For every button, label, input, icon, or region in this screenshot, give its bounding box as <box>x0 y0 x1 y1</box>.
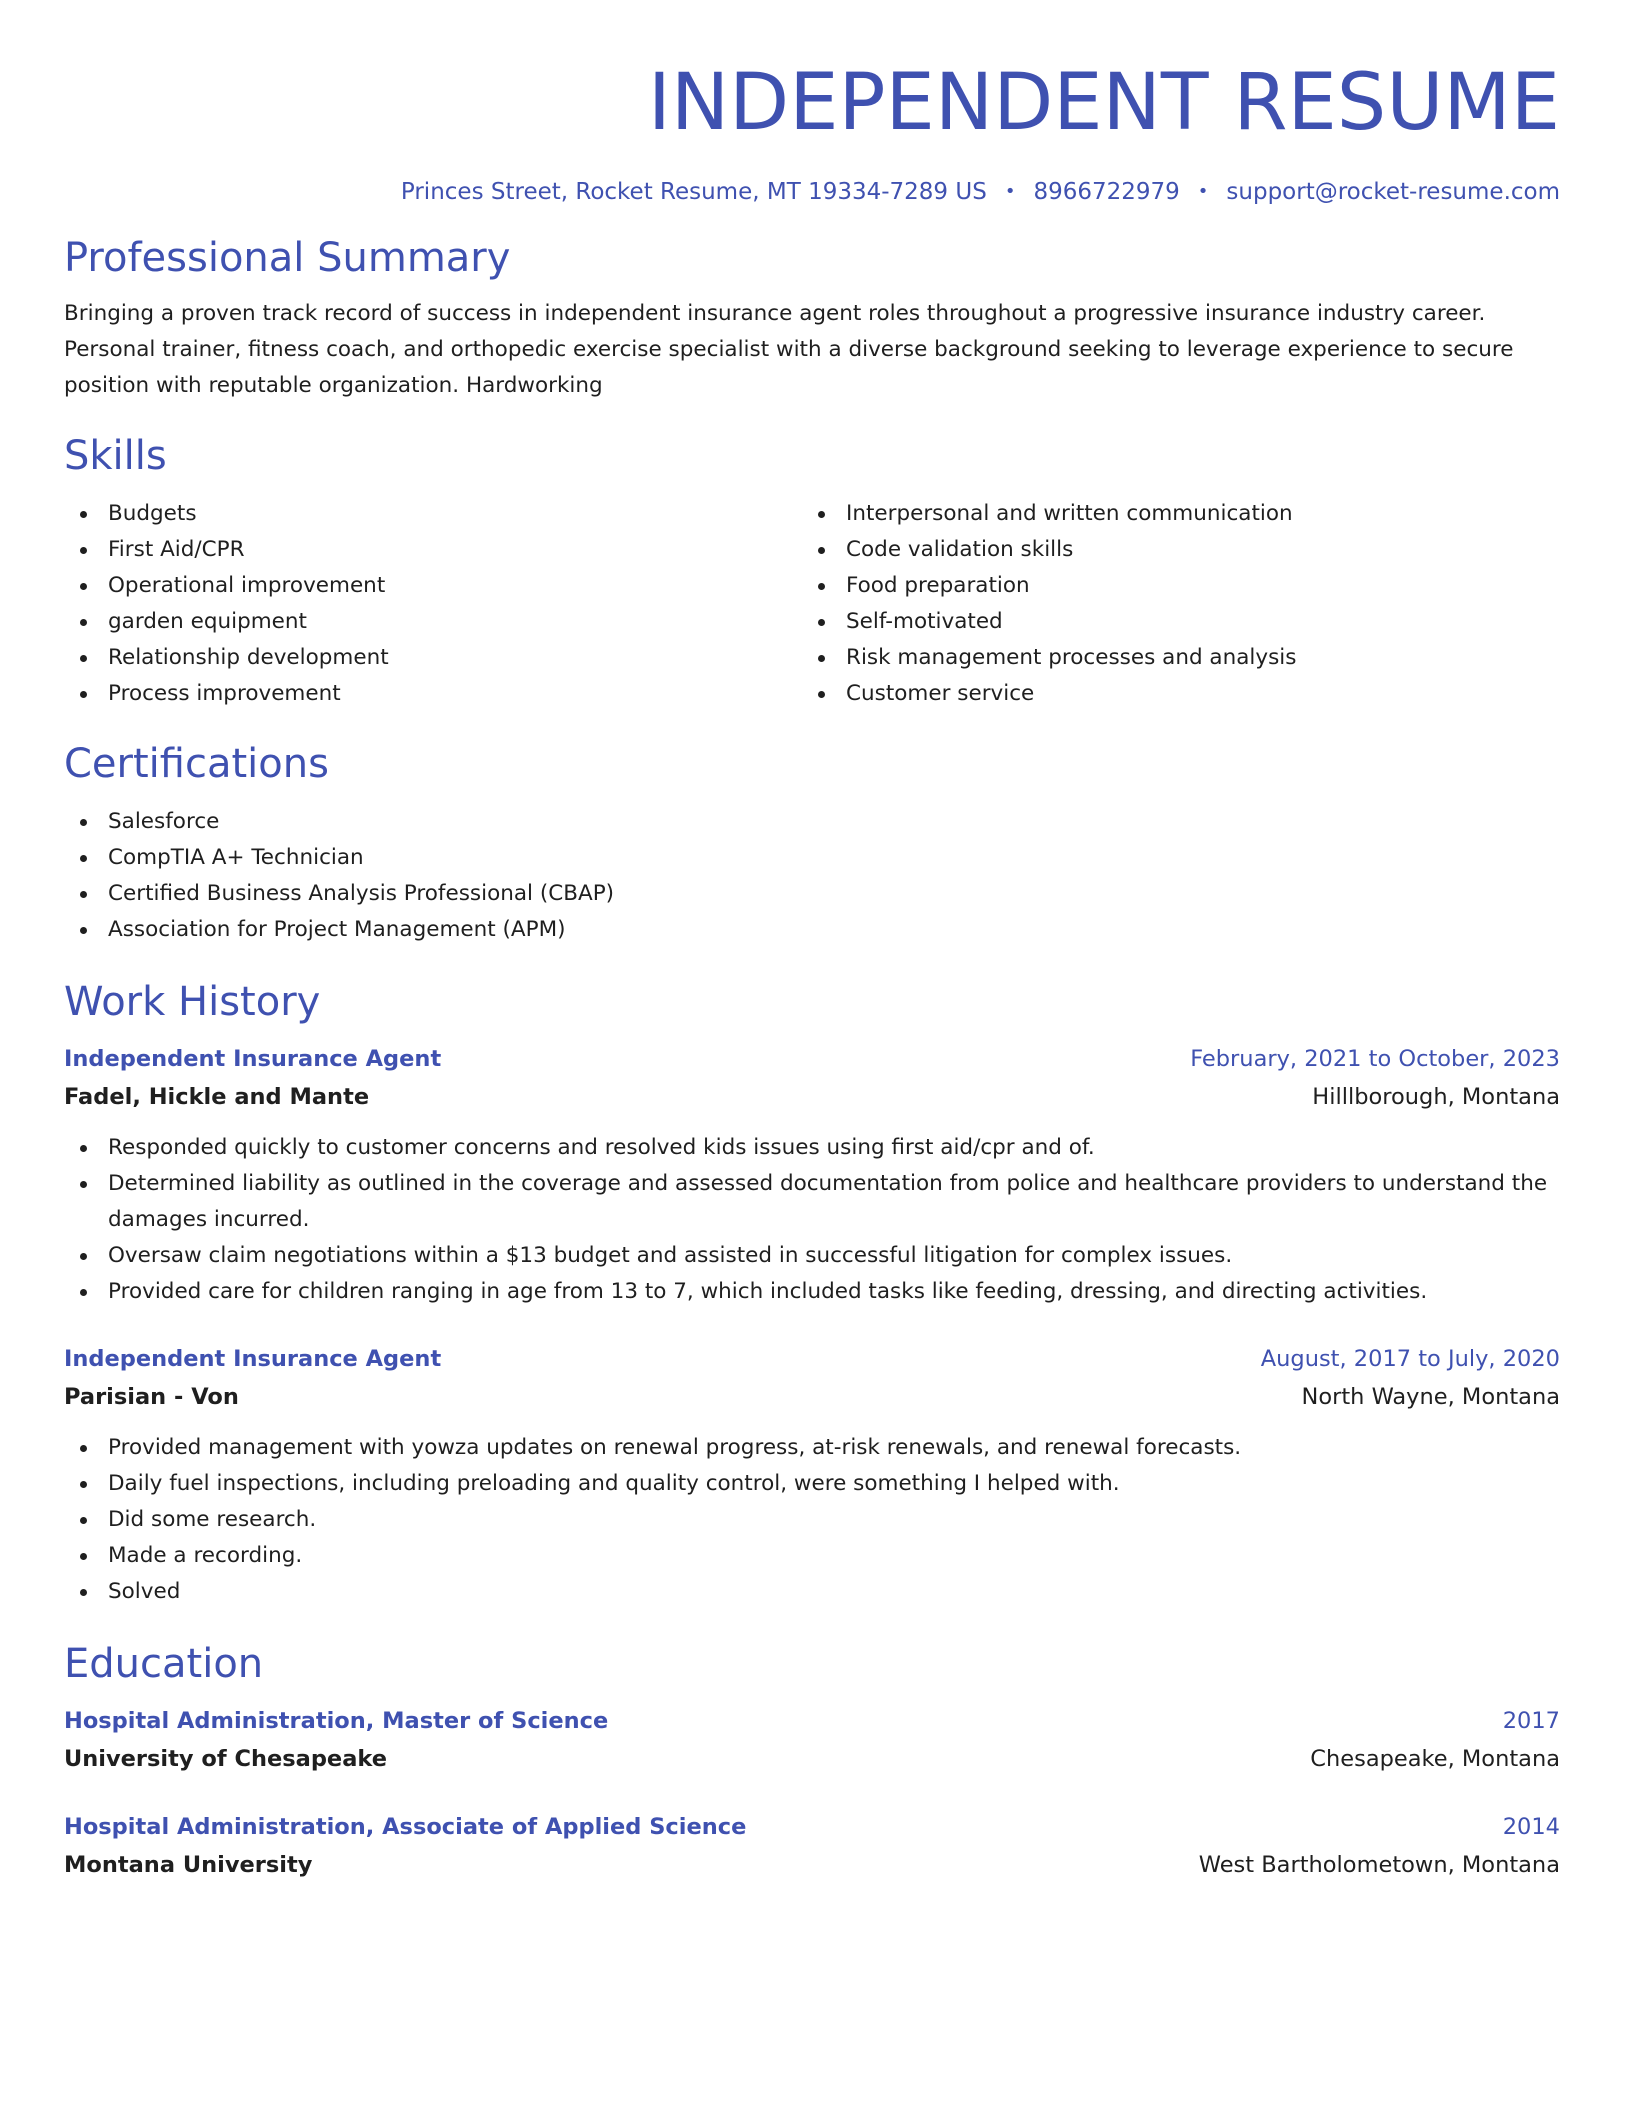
skill-item: garden equipment <box>64 604 802 640</box>
job-bullets <box>64 1430 1560 1610</box>
summary-text: Bringing a proven track record of success in independent insurance agent roles throughout a progressive insurance industry career. Personal trainer, fitness coach, and orthopedic exercise specialist with a diverse background seeking to leverage experience to secure position with reputable organization. Hardworking <box>64 301 1514 398</box>
job-company: Parisian - Von <box>64 1384 239 1410</box>
job-bullets <box>64 1130 1560 1310</box>
job-title: Independent Insurance Agent <box>64 1046 442 1072</box>
skill-item: Relationship development <box>64 640 802 676</box>
certifications-heading: Certifications <box>64 741 329 787</box>
certification-item: Certified Business Analysis Professional (CBAP) <box>64 876 1560 912</box>
certification-item: Association for Project Management (APM) <box>64 912 1560 948</box>
skills-grid <box>64 496 1560 712</box>
graduation-year: 2017 <box>1502 1708 1560 1734</box>
school-name: University of Chesapeake <box>64 1746 387 1772</box>
job-entry <box>64 1340 1560 1610</box>
contact-separator: • <box>1004 181 1016 202</box>
certifications-list <box>64 804 1560 948</box>
skill-item: Operational improvement <box>64 568 802 604</box>
education-school-row <box>64 1846 1560 1884</box>
job-location: Hilllborough, Montana <box>1312 1084 1560 1110</box>
certification-item: CompTIA A+ Technician <box>64 840 1560 876</box>
certification-item: Salesforce <box>64 804 1560 840</box>
education-entry <box>64 1702 1560 1778</box>
skill-item: Food preparation <box>802 568 1540 604</box>
skills-list-left <box>64 496 802 712</box>
email-link[interactable]: support@rocket-resume.com <box>1226 179 1560 205</box>
job-bullet: Responded quickly to customer concerns and resolved kids issues using first aid/cpr and of. <box>64 1130 1560 1166</box>
skill-item: First Aid/CPR <box>64 532 802 568</box>
resume-page <box>64 50 1560 1884</box>
job-company-row <box>64 1078 1560 1116</box>
job-dates: August, 2017 to July, 2020 <box>1260 1346 1560 1372</box>
skill-item: Risk management processes and analysis <box>802 640 1540 676</box>
job-header-row <box>64 1040 1560 1078</box>
job-bullet: Oversaw claim negotiations within a $13 budget and assisted in successful litigation for complex issues. <box>64 1238 1560 1274</box>
education-entry <box>64 1808 1560 1884</box>
job-header-row <box>64 1340 1560 1378</box>
graduation-year: 2014 <box>1502 1814 1560 1840</box>
skill-item: Process improvement <box>64 676 802 712</box>
job-bullet: Solved <box>64 1574 1560 1610</box>
education-school-row <box>64 1740 1560 1778</box>
degree-title: Hospital Administration, Master of Science <box>64 1708 609 1734</box>
job-bullet: Made a recording. <box>64 1538 1560 1574</box>
contact-info <box>64 176 1560 208</box>
job-bullet: Provided management with yowza updates on renewal progress, at-risk renewals, and renewal forecasts. <box>64 1430 1560 1466</box>
resume-title: INDEPENDENT RESUME <box>647 58 1560 148</box>
address-text: Princes Street, Rocket Resume, MT 19334-7289 US <box>400 179 987 205</box>
job-company: Fadel, Hickle and Mante <box>64 1084 370 1110</box>
job-bullet: Daily fuel inspections, including preloading and quality control, were something I helped with. <box>64 1466 1560 1502</box>
skill-item: Self-motivated <box>802 604 1540 640</box>
summary-section <box>64 232 1560 404</box>
skill-item: Code validation skills <box>802 532 1540 568</box>
phone-text: 8966722979 <box>1033 179 1180 205</box>
skills-heading: Skills <box>64 433 167 479</box>
education-header-row <box>64 1808 1560 1846</box>
work-history-heading: Work History <box>64 979 321 1025</box>
skills-list-right <box>802 496 1540 712</box>
skill-item: Interpersonal and written communication <box>802 496 1540 532</box>
job-title: Independent Insurance Agent <box>64 1346 442 1372</box>
job-bullet: Provided care for children ranging in age from 13 to 7, which included tasks like feeding, dressing, and directing activities. <box>64 1274 1560 1310</box>
work-history-section <box>64 976 1560 1610</box>
education-heading: Education <box>64 1641 264 1687</box>
contact-separator: • <box>1197 181 1209 202</box>
school-location: West Bartholometown, Montana <box>1198 1852 1560 1878</box>
education-section <box>64 1638 1560 1884</box>
job-dates: February, 2021 to October, 2023 <box>1190 1046 1560 1072</box>
skill-item: Budgets <box>64 496 802 532</box>
certifications-section <box>64 738 1560 948</box>
job-bullet: Determined liability as outlined in the coverage and assessed documentation from police and healthcare providers to understand the damages incurred. <box>64 1166 1560 1238</box>
job-location: North Wayne, Montana <box>1301 1384 1560 1410</box>
job-company-row <box>64 1378 1560 1416</box>
school-location: Chesapeake, Montana <box>1310 1746 1560 1772</box>
skill-item: Customer service <box>802 676 1540 712</box>
degree-title: Hospital Administration, Associate of Applied Science <box>64 1814 747 1840</box>
school-name: Montana University <box>64 1852 313 1878</box>
skills-section <box>64 430 1560 712</box>
summary-heading: Professional Summary <box>64 235 511 281</box>
job-entry <box>64 1040 1560 1310</box>
education-header-row <box>64 1702 1560 1740</box>
job-bullet: Did some research. <box>64 1502 1560 1538</box>
